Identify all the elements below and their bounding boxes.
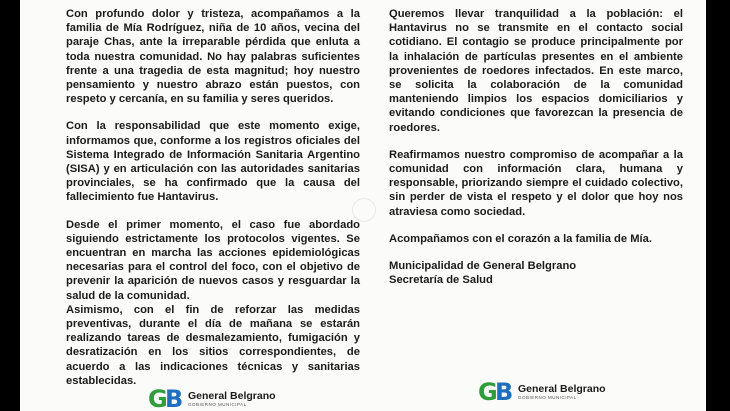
signature-municipality: Municipalidad de General Belgrano — [389, 260, 577, 273]
paragraph-transmission-info: Queremos llevar tranquilidad a la población: el Hantavirus no se transmite en el contacto social cotidiano. El contagio se produce principalmente por la inhalación de partículas presentes en el ambiente provenientes de roedores infectados. En este marco, se solicita la colaboración de la comunidad manteniendo limpios los espacios domiciliarios y evitando condiciones que favorezcan la presencia de roedores. — [389, 8, 683, 134]
left-column — [66, 7, 360, 388]
right-column — [389, 7, 683, 287]
paragraph-condolences: Con profundo dolor y tristeza, acompañamos a la familia de Mía Rodríguez, niña de 10 años, vecina del paraje Chas, ante la irreparable pérdida que enluta a toda nuestra comunidad. No hay palabras suficientes frente a una tragedia de esta magnitud; hoy nuestro pensamiento y nuestro abrazo están puestos, con respeto y cercanía, en su familia y seres queridos. — [66, 8, 360, 106]
paragraph-closing: Acompañamos con el corazón a la familia de Mía. — [389, 232, 652, 245]
gb-logo-icon: G B — [478, 378, 514, 406]
brand-subtitle: GOBIERNO MUNICIPAL — [518, 394, 577, 400]
footer-logo-left — [148, 386, 276, 411]
left-black-border — [0, 0, 20, 411]
signature-secretariat: Secretaría de Salud — [389, 274, 493, 287]
brand-subtitle: GOBIERNO MUNICIPAL — [188, 401, 247, 407]
footer-logo-right — [478, 379, 606, 405]
paragraph-protocols: Desde el primer momento, el caso fue abordado siguiendo estrictamente los protocolos vigentes. Se encuentran en marcha las acciones epidemiológicas necesarias para el control del foco, con el objetivo de prevenir la aparición de nuevos casos y resguardar la salud de la comunidad. — [66, 218, 360, 302]
paragraph-commitment: Reafirmamos nuestro compromiso de acompañar a la comunidad con información clara, humana y responsable, priorizando siempre el cuidado colectivo, sin perder de vista el respeto y el dolor que hoy nos atraviesa como sociedad. — [389, 148, 683, 218]
watermark-icon — [352, 198, 376, 222]
right-black-border — [706, 0, 730, 411]
brand-name: General Belgrano — [518, 382, 606, 395]
paragraph-confirmation: Con la responsabilidad que este momento exige, informamos que, conforme a los registros oficiales del Sistema Integrado de Información Sanitaria Argentino (SISA) y en articulación con las autoridades sanitarias provinciales, se ha confirmado que la causa del fallecimiento fue Hantavirus. — [66, 120, 360, 204]
gb-logo-icon: G B — [148, 385, 184, 411]
paragraph-preventive-measures: Asimismo, con el fin de reforzar las medidas preventivas, durante el día de mañana se estarán realizando tareas de desmalezamiento, fumigación y desratización en los sitios correspondientes, de acuerdo a las indicaciones técnicas y sanitarias establecidas. — [66, 303, 360, 387]
brand-name: General Belgrano — [188, 389, 276, 402]
